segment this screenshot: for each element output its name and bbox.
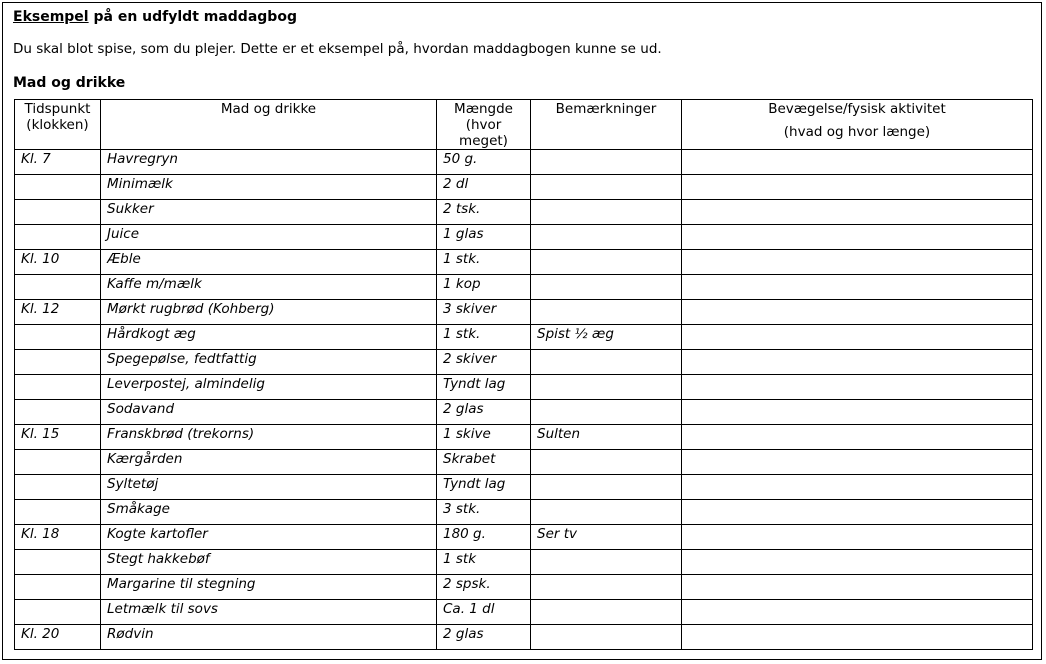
remarks-cell: Sulten: [531, 425, 682, 450]
title-rest: på en udfyldt maddagbog: [88, 9, 297, 25]
activity-cell: [682, 300, 1033, 325]
activity-cell: [682, 175, 1033, 200]
activity-cell: [682, 500, 1033, 525]
food-diary-table: [14, 99, 1033, 650]
food-cell: Syltetøj: [101, 475, 437, 500]
amount-cell: 180 g.: [437, 525, 531, 550]
header-time: [15, 100, 101, 150]
table-row: [15, 475, 1033, 500]
food-cell: Leverpostej, almindelig: [101, 375, 437, 400]
amount-cell: 2 glas: [437, 400, 531, 425]
header-remarks: [531, 100, 682, 150]
table-row: [15, 250, 1033, 275]
time-cell: [15, 175, 101, 200]
activity-cell: [682, 450, 1033, 475]
header-activity-line1: Bevægelse/fysisk aktivitet: [768, 101, 946, 117]
time-cell: [15, 375, 101, 400]
time-cell: [15, 275, 101, 300]
food-cell: Spegepølse, fedtfattig: [101, 350, 437, 375]
food-cell: Margarine til stegning: [101, 575, 437, 600]
header-food: [101, 100, 437, 150]
remarks-cell: [531, 350, 682, 375]
amount-cell: 1 stk.: [437, 325, 531, 350]
table-row: [15, 275, 1033, 300]
remarks-cell: [531, 575, 682, 600]
food-cell: Kærgården: [101, 450, 437, 475]
header-activity-line2: (hvad og hvor længe): [783, 124, 931, 140]
amount-cell: 1 stk: [437, 550, 531, 575]
activity-cell: [682, 425, 1033, 450]
activity-cell: [682, 600, 1033, 625]
table-row: [15, 200, 1033, 225]
amount-cell: 1 skive: [437, 425, 531, 450]
time-cell: [15, 500, 101, 525]
activity-cell: [682, 525, 1033, 550]
activity-cell: [682, 625, 1033, 650]
food-cell: Hårdkogt æg: [101, 325, 437, 350]
header-amount-line2: (hvor: [465, 117, 502, 133]
remarks-cell: [531, 450, 682, 475]
time-cell: [15, 550, 101, 575]
food-cell: Havregryn: [101, 150, 437, 175]
amount-cell: 2 skiver: [437, 350, 531, 375]
time-cell: Kl. 20: [15, 625, 101, 650]
food-cell: Juice: [101, 225, 437, 250]
food-cell: Kaffe m/mælk: [101, 275, 437, 300]
table-row: [15, 600, 1033, 625]
table-row: [15, 375, 1033, 400]
activity-cell: [682, 225, 1033, 250]
time-cell: [15, 450, 101, 475]
food-cell: Minimælk: [101, 175, 437, 200]
activity-cell: [682, 400, 1033, 425]
table-row: [15, 525, 1033, 550]
time-cell: [15, 575, 101, 600]
activity-cell: [682, 475, 1033, 500]
remarks-cell: [531, 550, 682, 575]
table-row: [15, 300, 1033, 325]
table-row: [15, 500, 1033, 525]
time-cell: [15, 475, 101, 500]
table-row: [15, 400, 1033, 425]
table-row: [15, 225, 1033, 250]
food-cell: Rødvin: [101, 625, 437, 650]
remarks-cell: [531, 175, 682, 200]
time-cell: [15, 225, 101, 250]
header-food-label: Mad og drikke: [220, 101, 317, 117]
section-heading: Mad og drikke: [13, 75, 126, 91]
table-row: [15, 575, 1033, 600]
time-cell: [15, 600, 101, 625]
table-row: [15, 150, 1033, 175]
amount-cell: 1 stk.: [437, 250, 531, 275]
remarks-cell: Spist ½ æg: [531, 325, 682, 350]
amount-cell: 3 stk.: [437, 500, 531, 525]
amount-cell: Skrabet: [437, 450, 531, 475]
page-title: [13, 9, 297, 25]
time-cell: Kl. 10: [15, 250, 101, 275]
activity-cell: [682, 150, 1033, 175]
remarks-cell: [531, 150, 682, 175]
remarks-cell: [531, 600, 682, 625]
time-cell: [15, 400, 101, 425]
amount-cell: Ca. 1 dl: [437, 600, 531, 625]
amount-cell: 1 glas: [437, 225, 531, 250]
table-row: [15, 350, 1033, 375]
activity-cell: [682, 275, 1033, 300]
time-cell: [15, 200, 101, 225]
header-time-line1: Tidspunkt: [24, 101, 91, 117]
remarks-cell: [531, 375, 682, 400]
activity-cell: [682, 200, 1033, 225]
table-row: [15, 450, 1033, 475]
remarks-cell: [531, 625, 682, 650]
food-cell: Kogte kartofler: [101, 525, 437, 550]
activity-cell: [682, 350, 1033, 375]
remarks-cell: [531, 275, 682, 300]
remarks-cell: [531, 475, 682, 500]
amount-cell: 2 dl: [437, 175, 531, 200]
header-amount-line1: Mængde: [454, 101, 513, 117]
remarks-cell: [531, 250, 682, 275]
remarks-cell: [531, 400, 682, 425]
amount-cell: 3 skiver: [437, 300, 531, 325]
remarks-cell: [531, 200, 682, 225]
time-cell: [15, 350, 101, 375]
table-row: [15, 425, 1033, 450]
time-cell: [15, 325, 101, 350]
table-row: [15, 175, 1033, 200]
food-cell: Småkage: [101, 500, 437, 525]
activity-cell: [682, 325, 1033, 350]
food-cell: Letmælk til sovs: [101, 600, 437, 625]
amount-cell: 50 g.: [437, 150, 531, 175]
header-amount-line3: meget): [459, 133, 508, 149]
activity-cell: [682, 375, 1033, 400]
activity-cell: [682, 250, 1033, 275]
time-cell: Kl. 7: [15, 150, 101, 175]
table-row: [15, 325, 1033, 350]
activity-cell: [682, 550, 1033, 575]
remarks-cell: [531, 500, 682, 525]
intro-text: Du skal blot spise, som du plejer. Dette er et eksempel på, hvordan maddagbogen kunne se ud.: [13, 41, 662, 57]
table-body: [15, 150, 1033, 650]
time-cell: Kl. 15: [15, 425, 101, 450]
food-cell: Sodavand: [101, 400, 437, 425]
remarks-cell: Ser tv: [531, 525, 682, 550]
food-cell: Æble: [101, 250, 437, 275]
food-cell: Mørkt rugbrød (Kohberg): [101, 300, 437, 325]
title-underlined: Eksempel: [13, 9, 89, 25]
food-cell: Stegt hakkebøf: [101, 550, 437, 575]
header-remarks-label: Bemærkninger: [555, 101, 657, 117]
amount-cell: 2 glas: [437, 625, 531, 650]
time-cell: Kl. 18: [15, 525, 101, 550]
amount-cell: 1 kop: [437, 275, 531, 300]
table-row: [15, 625, 1033, 650]
remarks-cell: [531, 225, 682, 250]
food-cell: Sukker: [101, 200, 437, 225]
header-amount: [437, 100, 531, 150]
amount-cell: 2 spsk.: [437, 575, 531, 600]
header-activity: [682, 100, 1033, 150]
remarks-cell: [531, 300, 682, 325]
table-row: [15, 550, 1033, 575]
header-time-line2: (klokken): [26, 117, 89, 133]
time-cell: Kl. 12: [15, 300, 101, 325]
amount-cell: 2 tsk.: [437, 200, 531, 225]
header-row: [15, 100, 1033, 150]
food-cell: Franskbrød (trekorns): [101, 425, 437, 450]
amount-cell: Tyndt lag: [437, 375, 531, 400]
activity-cell: [682, 575, 1033, 600]
amount-cell: Tyndt lag: [437, 475, 531, 500]
